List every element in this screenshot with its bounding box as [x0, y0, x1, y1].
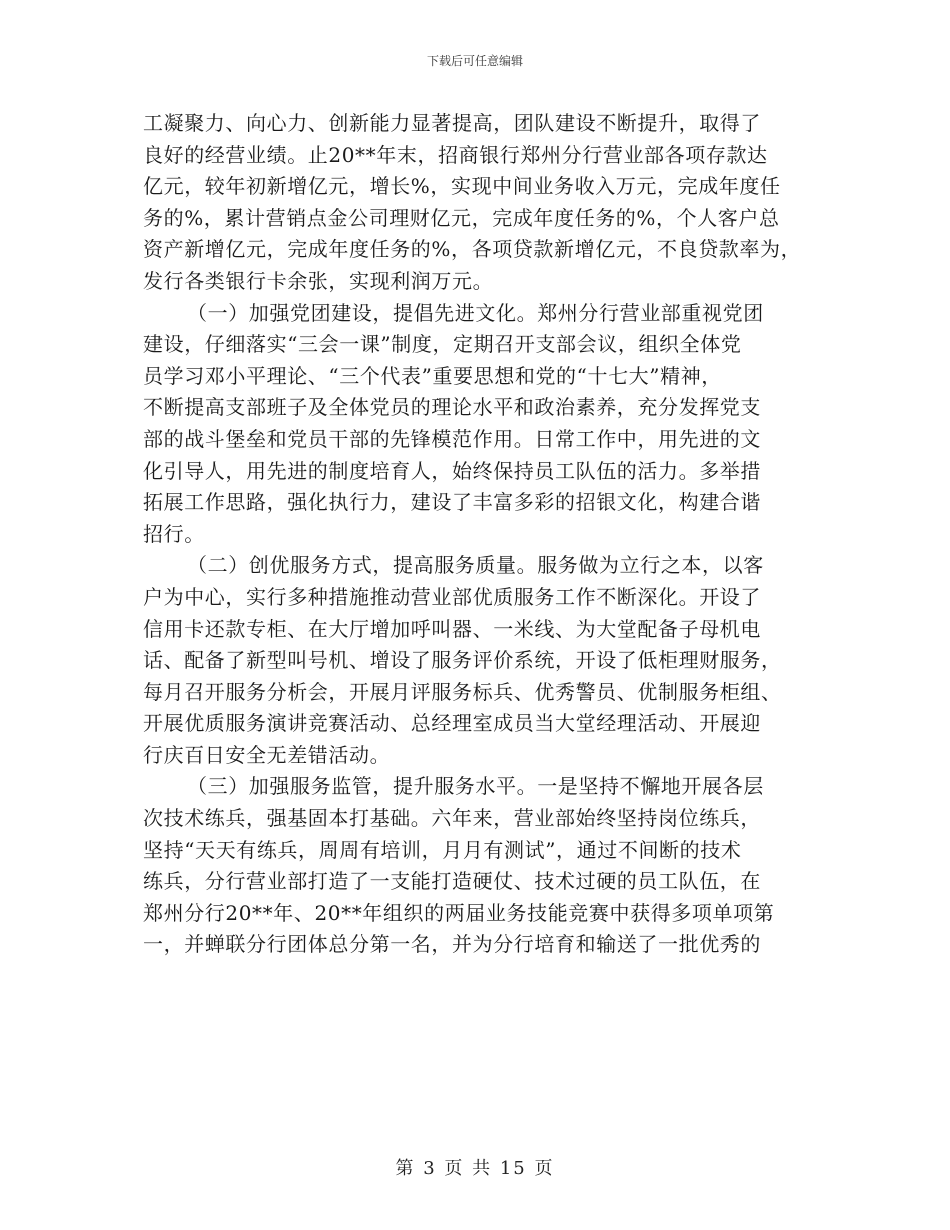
text-line: 招行。 — [143, 521, 205, 546]
text-line: 工凝聚力、向心力、创新能力显著提高，团队建设不断提升，取得了 — [143, 111, 761, 135]
text-line: 良好的经营业绩。止20**年末，招商银行郑州分行营业部各项存款达 — [143, 142, 768, 167]
text-line: 建设，仔细落实“三会一课”制度，定期召开支部会议，组织全体党 — [143, 332, 742, 357]
paragraph-summary — [143, 108, 805, 298]
page-number-footer: 第 3 页 共 15 页 — [395, 1158, 555, 1179]
text-line: 开展优质服务演讲竞赛活动、总经理室成员当大堂经理活动、开展迎 — [143, 711, 761, 736]
text-line: （二）创优服务方式，提高服务质量。服务做为立行之本，以客 — [187, 553, 764, 578]
text-line: 部的战斗堡垒和党员干部的先锋模范作用。日常工作中，用先进的文 — [143, 426, 761, 451]
text-line: 拓展工作思路，强化执行力，建设了丰富多彩的招银文化，构建合谐 — [143, 490, 761, 515]
text-line: （三）加强服务监管，提升服务水平。一是坚持不懈地开展各层 — [187, 774, 764, 799]
text-line: 话、配备了新型叫号机、增设了服务评价系统，开设了低柜理财服务， — [143, 648, 782, 673]
text-line: 员学习邓小平理论、“三个代表”重要思想和党的“十七大”精神， — [143, 363, 722, 388]
text-line: 行庆百日安全无差错活动。 — [143, 742, 391, 767]
text-line: （一）加强党团建设，提倡先进文化。郑州分行营业部重视党团 — [187, 300, 764, 325]
text-line: 次技术练兵，强基固本打基础。六年来，营业部始终坚持岗位练兵， — [143, 806, 761, 831]
text-line: 务的%，累计营销点金公司理财亿元，完成年度任务的%，个人客户总 — [143, 205, 780, 230]
paragraph-section-3 — [143, 771, 805, 961]
paragraph-section-1 — [143, 298, 805, 551]
text-line: 户为中心，实行多种措施推动营业部优质服务工作不断深化。开设了 — [143, 584, 761, 609]
text-line: 资产新增亿元，完成年度任务的%，各项贷款新增亿元，不良贷款率为， — [143, 237, 802, 262]
text-line: 郑州分行20**年、20**年组织的两届业务技能竞赛中获得多项单项第 — [143, 900, 775, 925]
text-line: 不断提高支部班子及全体党员的理论水平和政治素养，充分发挥党支 — [143, 395, 761, 420]
page-header: 下载后可任意编辑 — [426, 54, 523, 68]
text-line: 化引导人，用先进的制度培育人，始终保持员工队伍的活力。多举措 — [143, 458, 761, 483]
text-line: 一，并蝉联分行团体总分第一名，并为分行培育和输送了一批优秀的 — [143, 932, 761, 957]
document-body — [143, 108, 805, 961]
text-line: 每月召开服务分析会，开展月评服务标兵、优秀警员、优制服务柜组、 — [143, 679, 782, 704]
text-line: 信用卡还款专柜、在大厅增加呼叫器、一米线、为大堂配备子母机电 — [143, 616, 761, 641]
text-line: 坚持“天天有练兵，周周有培训，月月有测试”，通过不间断的技术 — [143, 837, 742, 862]
paragraph-section-2 — [143, 550, 805, 771]
text-line: 练兵，分行营业部打造了一支能打造硬仗、技术过硬的员工队伍，在 — [143, 869, 761, 894]
text-line: 发行各类银行卡余张，实现利润万元。 — [143, 268, 494, 293]
text-line: 亿元，较年初新增亿元，增长%，实现中间业务收入万元，完成年度任 — [143, 174, 781, 199]
